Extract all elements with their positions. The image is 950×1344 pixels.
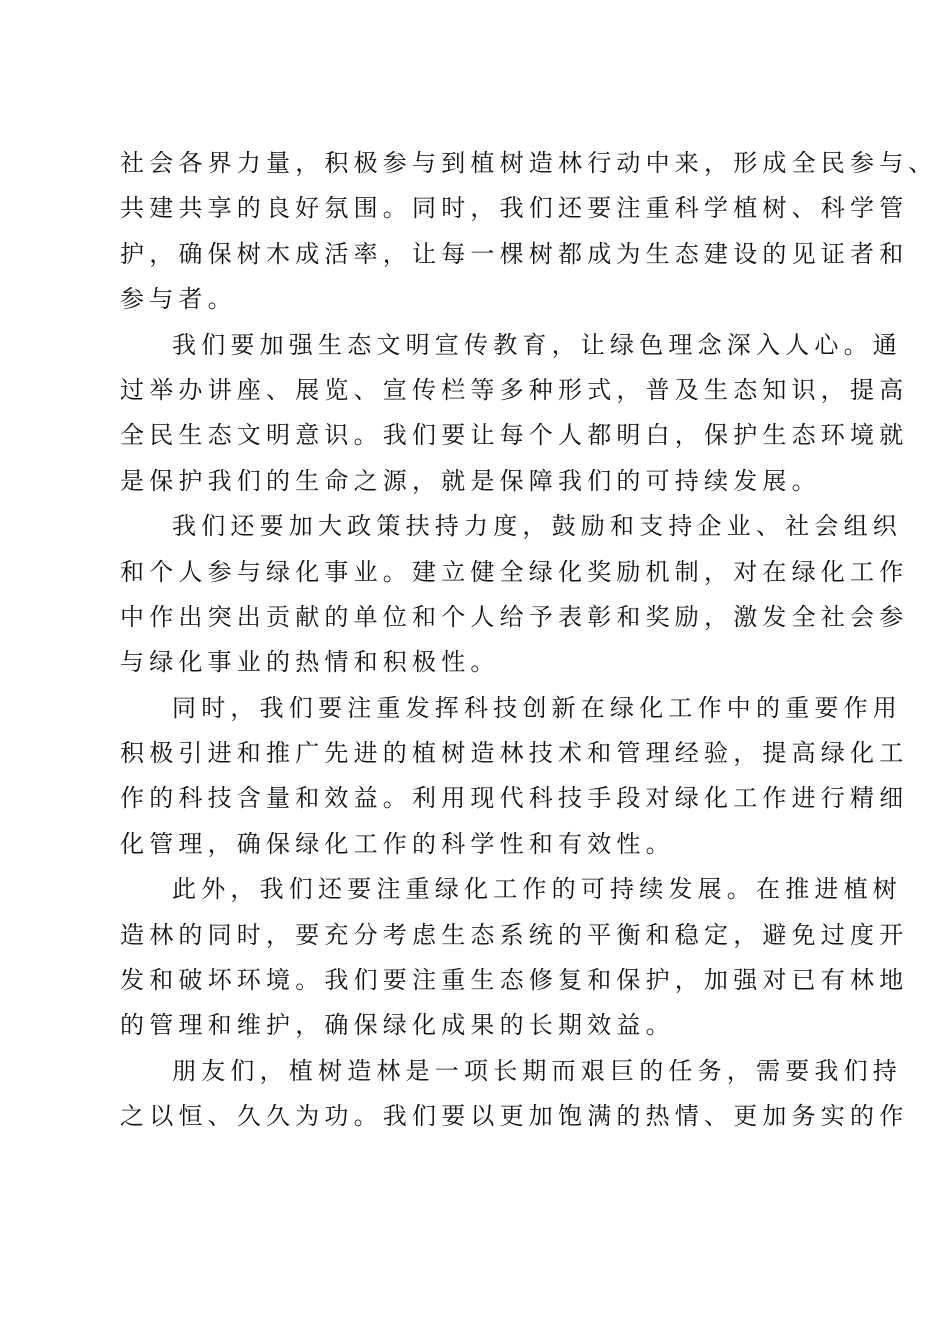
text-line: 和个人参与绿化事业。建立健全绿化奖励机制，对在绿化工作 xyxy=(120,557,909,586)
text-line: 全民生态文明意识。我们要让每个人都明白，保护生态环境就 xyxy=(120,421,909,450)
text-line: 是保护我们的生命之源，就是保障我们的可持续发展。 xyxy=(120,466,821,495)
text-line: 的管理和维护，确保绿化成果的长期效益。 xyxy=(120,1011,675,1040)
paragraph xyxy=(120,686,909,868)
text-line: 之以恒、久久为功。我们要以更加饱满的热情、更加务实的作 xyxy=(120,1102,909,1131)
text-line: 积极引进和推广先进的植树造林技术和管理经验，提高绿化工 xyxy=(120,739,909,768)
text-line: 与绿化事业的热情和积极性。 xyxy=(120,648,500,677)
text-line: 共建共享的良好氛围。同时，我们还要注重科学植树、科学管 xyxy=(120,194,909,223)
text-line: 护，确保树木成活率，让每一棵树都成为生态建设的见证者和 xyxy=(120,239,909,268)
paragraph xyxy=(120,141,938,323)
paragraph xyxy=(120,504,909,686)
text-line: 发和破坏环境。我们要注重生态修复和保护，加强对已有林地 xyxy=(120,966,909,995)
text-line: 我们要加强生态文明宣传教育，让绿色理念深入人心。通 xyxy=(172,330,902,359)
paragraph xyxy=(120,1049,909,1140)
text-line: 造林的同时，要充分考虑生态系统的平衡和稳定，避免过度开 xyxy=(120,920,909,949)
text-line: 化管理，确保绿化工作的科学性和有效性。 xyxy=(120,829,675,858)
text-line: 过举办讲座、展览、宣传栏等多种形式，普及生态知识，提高 xyxy=(120,375,909,404)
document-body xyxy=(120,141,938,1140)
paragraph xyxy=(120,867,909,1049)
text-line: 作的科技含量和效益。利用现代科技手段对绿化工作进行精细 xyxy=(120,784,909,813)
text-line: 社会各界力量，积极参与到植树造林行动中来，形成全民参与、 xyxy=(120,149,938,177)
text-line: 参与者。 xyxy=(120,285,237,314)
paragraph xyxy=(120,323,909,505)
text-line: 同时，我们要注重发挥科技创新在绿化工作中的重要作用 xyxy=(172,693,902,722)
text-line: 中作出突出贡献的单位和个人给予表彰和奖励，激发全社会参 xyxy=(120,602,909,631)
text-line: 朋友们，植树造林是一项长期而艰巨的任务，需要我们持 xyxy=(172,1056,902,1085)
text-line: 我们还要加大政策扶持力度，鼓励和支持企业、社会组织 xyxy=(172,512,902,541)
text-line: 此外，我们还要注重绿化工作的可持续发展。在推进植树 xyxy=(172,875,902,904)
